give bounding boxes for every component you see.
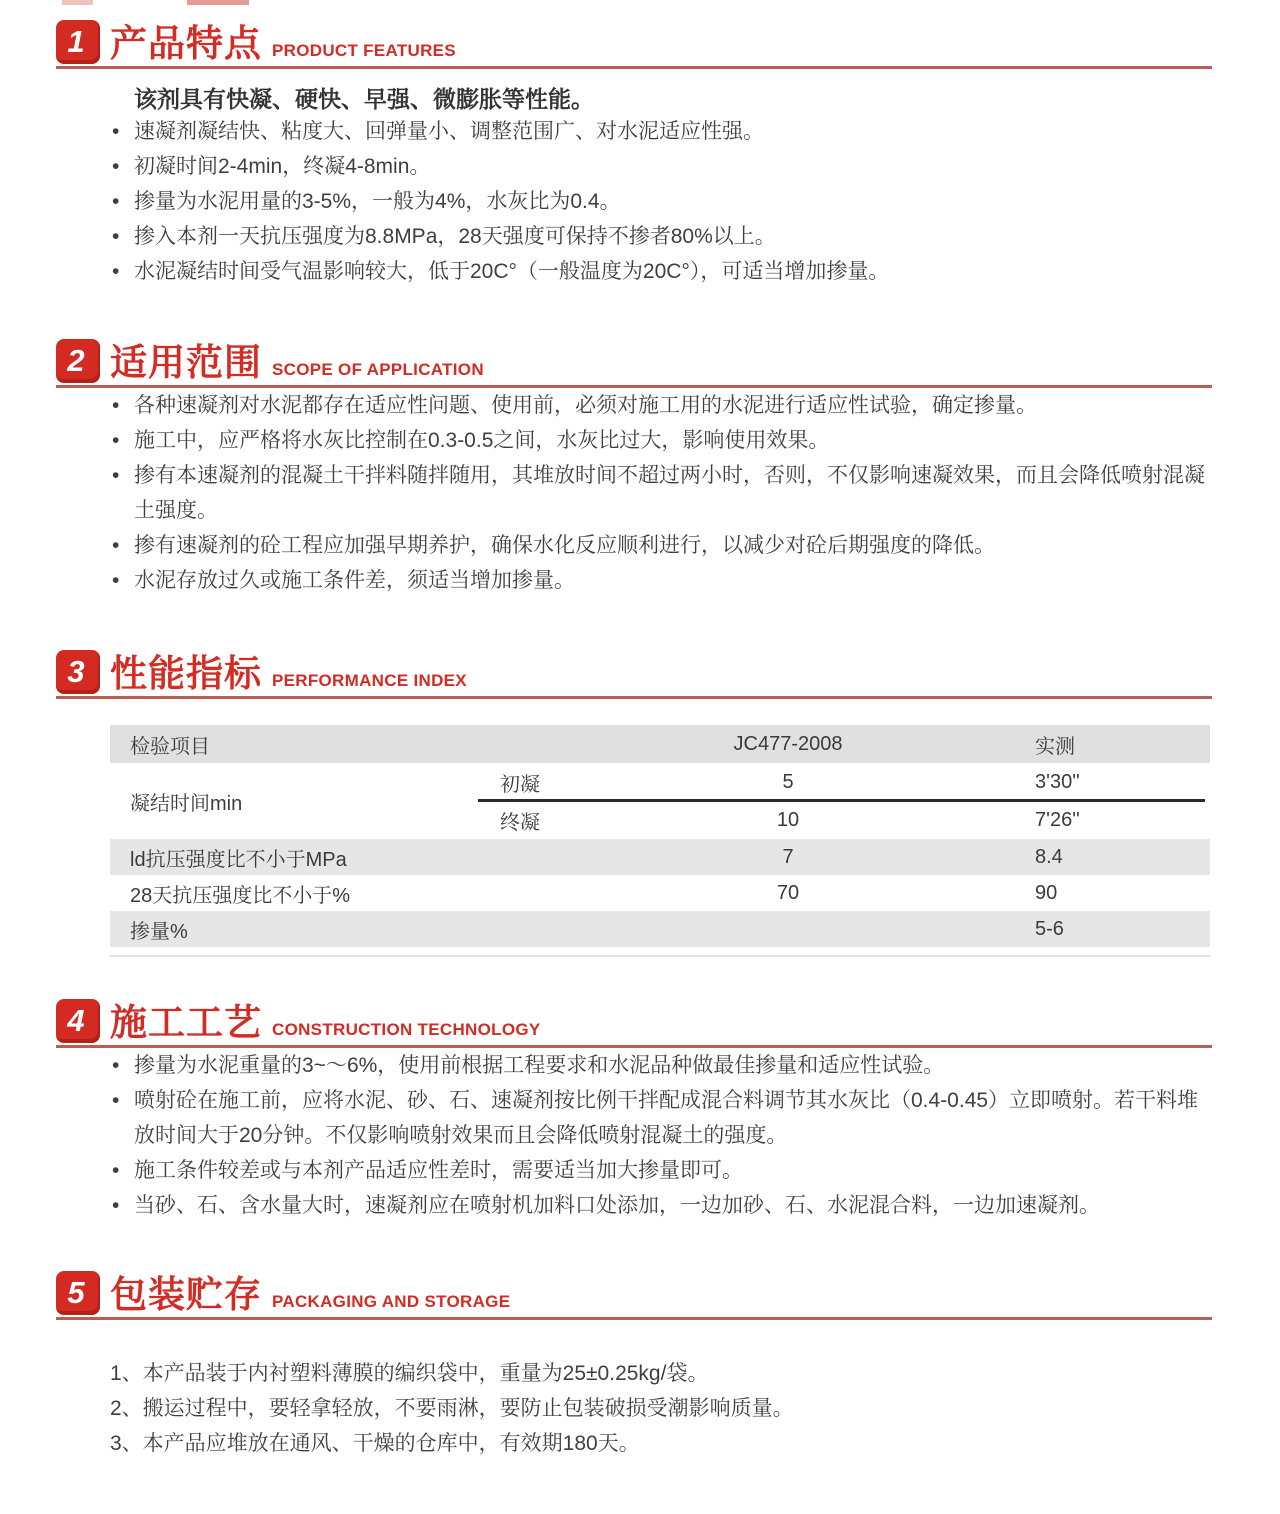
section-2-bullet-list [112,388,1210,598]
section-title-en: PRODUCT FEATURES [272,41,456,61]
bullet-item: • 各种速凝剂对水泥都存在适应性问题、使用前，必须对施工用的水泥进行适应性试验，确定掺量。 [112,388,1210,423]
section-2-header [56,339,1212,388]
section-title-cn: 包装贮存 [110,1274,262,1316]
section-5-header [56,1271,1212,1320]
top-edge-red-fragment [187,0,249,5]
numbered-item: 1、本产品装于内衬塑料薄膜的编织袋中，重量为25±0.25kg/袋。 [110,1362,709,1385]
bullet-item: • 当砂、石、含水量大时，速凝剂应在喷射机加料口处添加，一边加砂、石、水泥混合料，一边加速凝剂。 [112,1188,1210,1223]
bullet-item: • 水泥凝结时间受气温影响较大，低于20C°（一般温度为20C°），可适当增加掺量。 [112,254,1210,289]
bullet-item: • 喷射砼在施工前，应将水泥、砂、石、速凝剂按比例干拌配成混合料调节其水灰比（0.4-0.45）立即喷射。若干料堆放时间大于20分钟。不仅影响喷射效果而且会降低喷射混凝土的强度。 [112,1083,1210,1153]
bullet-item: • 掺量为水泥重量的3~～6%，使用前根据工程要求和水泥品种做最佳掺量和适应性试验。 [112,1048,1210,1083]
section-1-bullet-list [112,114,1210,289]
setting-time-label: 凝结时间min [130,792,243,815]
table-cell: 70 [776,881,800,904]
section-number: 5 [67,1275,85,1310]
section-number: 2 [67,343,85,378]
bullet-item: • 施工中，应严格将水灰比控制在0.3-0.5之间，水灰比过大，影响使用效果。 [112,423,1210,458]
section-title-en: PACKAGING AND STORAGE [272,1292,511,1312]
table-cell: 8.4 [1035,845,1063,868]
bullet-item: • 掺入本剂一天抗压强度为8.8MPa，28天强度可保持不掺者80%以上。 [112,219,1210,254]
top-edge-red-fragment [62,0,93,5]
setting-time-divider-line [478,799,1205,802]
table-cell: 90 [1035,881,1058,904]
table-cell: 10 [776,808,800,831]
performance-index-table [110,725,1210,957]
table-row [110,911,1210,947]
bullet-item: • 水泥存放过久或施工条件差，须适当增加掺量。 [112,563,1210,598]
table-cell: 7'26'' [1035,808,1080,831]
section-title-en: SCOPE OF APPLICATION [272,360,484,380]
bullet-item: • 速凝剂凝结快、粘度大、回弹量小、调整范围广、对水泥适应性强。 [112,114,1210,149]
table-cell: 5-6 [1035,917,1064,940]
table-cell: 28天抗压强度比不小于% [130,884,351,907]
table-header-jc477: JC477-2008 [733,732,843,755]
table-cell: ld抗压强度比不小于MPa [130,848,347,871]
section-number-badge [56,999,100,1043]
setting-time-rows [110,763,1210,839]
table-cell: 3'30'' [1035,770,1080,793]
bullet-item: • 施工条件较差或与本剂产品适应性差时，需要适当加大掺量即可。 [112,1153,1210,1188]
table-row [110,839,1210,875]
section-number: 3 [67,654,85,689]
section-title-en: PERFORMANCE INDEX [272,671,467,691]
table-row [110,875,1210,911]
bullet-item: • 掺有本速凝剂的混凝土干拌料随拌随用，其堆放时间不超过两小时，否则，不仅影响速凝效果，而且会降低喷射混凝土强度。 [112,458,1210,528]
section-3-header [56,650,1212,699]
section-number-badge [56,1271,100,1315]
table-header-item: 检验项目 [130,735,210,758]
section-4-bullet-list [112,1048,1210,1223]
section-title-cn: 产品特点 [110,23,262,65]
table-header-measured: 实测 [1035,735,1075,758]
section-1-intro: 该剂具有快凝、硬快、早强、微膨胀等性能。 [134,86,594,112]
section-number-badge [56,650,100,694]
section-number: 1 [67,24,85,59]
numbered-item: 3、本产品应堆放在通风、干燥的仓库中，有效期180天。 [110,1432,640,1455]
section-title-cn: 性能指标 [110,653,262,695]
table-header-row [110,725,1210,763]
table-cell: 终凝 [500,811,540,834]
table-bottom-rule [110,955,1210,957]
section-title-cn: 施工工艺 [110,1002,262,1044]
section-5-numbered-list [110,1356,1280,1461]
section-title-en: CONSTRUCTION TECHNOLOGY [272,1020,541,1040]
bullet-item: • 初凝时间2-4min，终凝4-8min。 [112,149,1210,184]
bullet-item: • 掺有速凝剂的砼工程应加强早期养护，确保水化反应顺利进行，以减少对砼后期强度的降低。 [112,528,1210,563]
table-cell: 5 [782,770,794,793]
numbered-item: 2、搬运过程中，要轻拿轻放，不要雨淋，要防止包装破损受潮影响质量。 [110,1397,794,1420]
table-cell: 初凝 [500,773,540,796]
table-cell: 掺量% [130,920,188,943]
section-number: 4 [67,1003,85,1038]
section-title-cn: 适用范围 [110,342,262,384]
section-1-header [56,20,1212,69]
bullet-item: • 掺量为水泥用量的3-5%，一般为4%，水灰比为0.4。 [112,184,1210,219]
table-cell: 7 [782,845,794,868]
section-4-header [56,999,1212,1048]
section-number-badge [56,20,100,64]
section-number-badge [56,339,100,383]
